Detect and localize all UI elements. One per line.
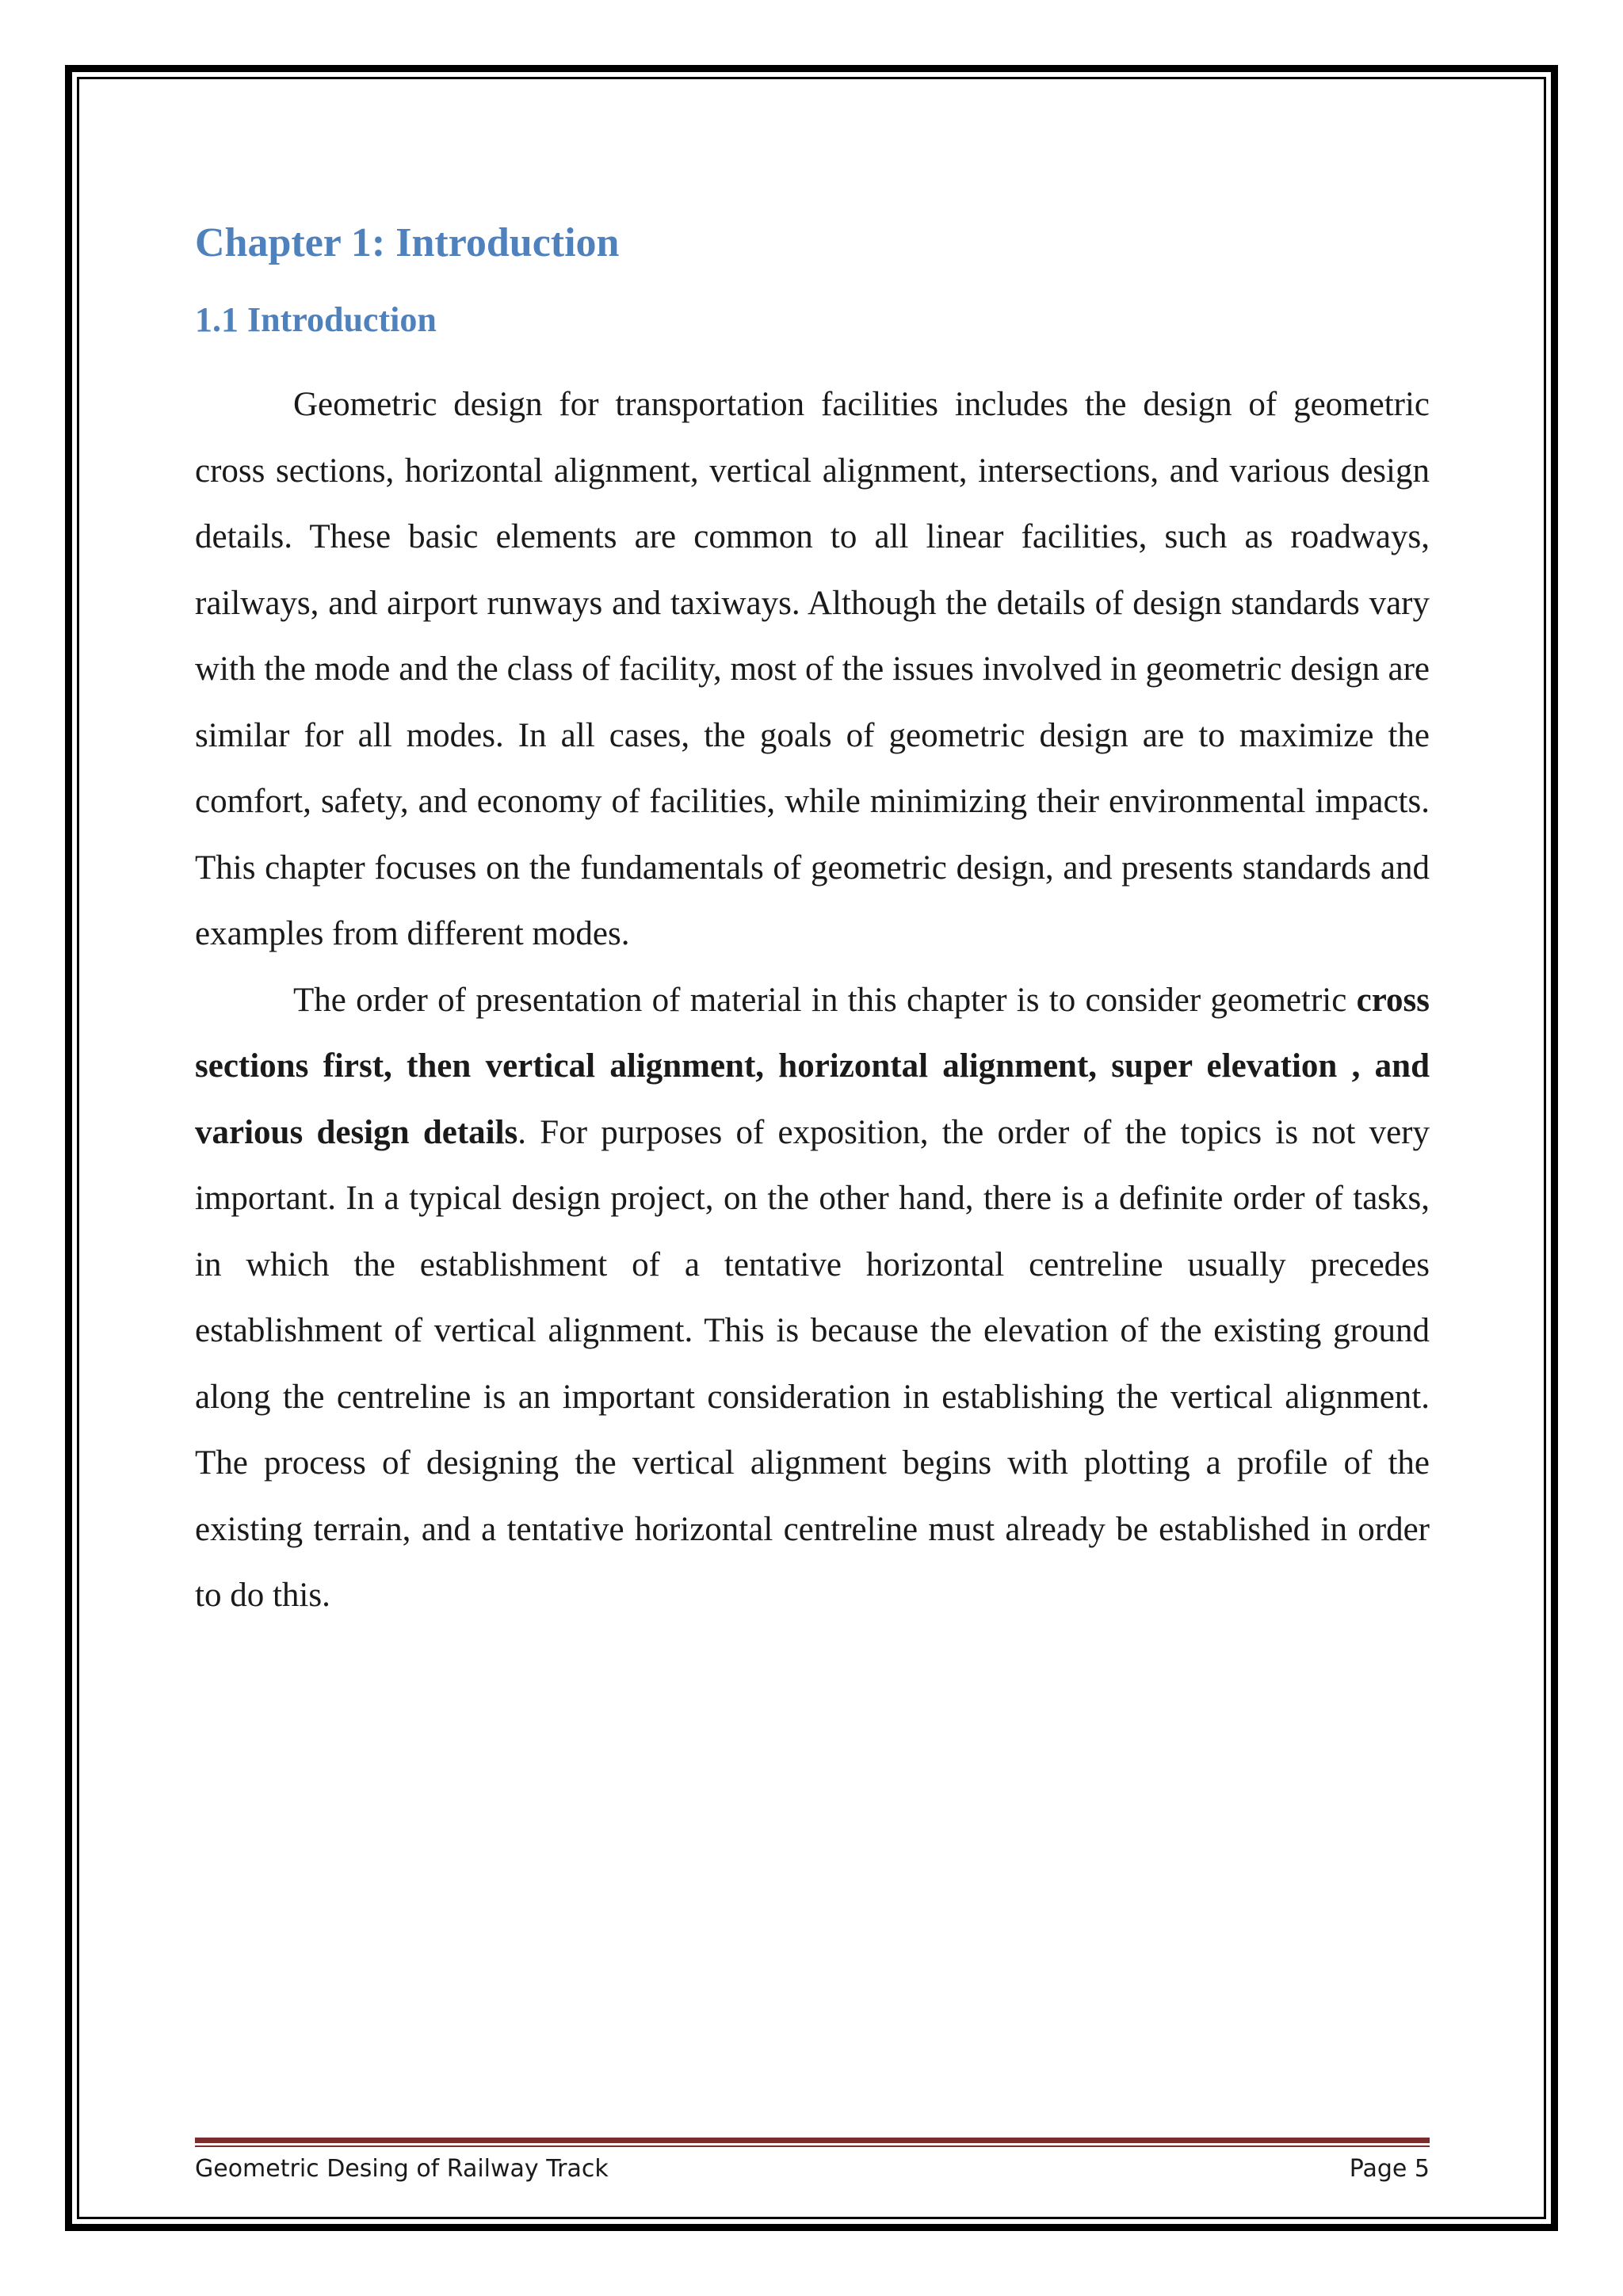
page-footer	[195, 2155, 1430, 2183]
paragraph-2	[195, 967, 1430, 1629]
section-title: 1.1 Introduction	[195, 300, 437, 340]
paragraph-1: Geometric design for transportation facilities includes the design of geometric cross sections, horizontal alignment, vertical alignment, intersections, and various design details. These basic elements are common to all linear facilities, such as roadways, railways, and airport runways and taxiways. Although the details of design standards vary with the mode and the class of facility, most of the issues involved in geometric design are similar for all modes. In all cases, the goals of geometric design are to maximize the comfort, safety, and economy of facilities, while minimizing their environmental impacts. This chapter focuses on the fundamentals of geometric design, and presents standards and examples from different modes.	[195, 386, 1430, 953]
paragraph-2-lead: The order of presentation of material in this chapter is to consider geometric	[293, 981, 1357, 1019]
footer-document-title: Geometric Desing of Railway Track	[195, 2155, 609, 2183]
chapter-title: Chapter 1: Introduction	[195, 220, 620, 265]
footer-page-number: Page 5	[1349, 2155, 1430, 2183]
footer-rule-thin	[195, 2145, 1430, 2147]
page-content	[195, 219, 1430, 1629]
footer-rule-thick	[195, 2138, 1430, 2143]
body-text	[195, 372, 1430, 1629]
paragraph-2-rest: . For purposes of exposition, the order of the topics is not very important. In a typical design project, on the other hand, there is a definite order of tasks, in which the establishment of a tentative horizontal centreline usually precedes establishment of vertical alignment. This is because the elevation of the existing ground along the centreline is an important consideration in establishing the vertical alignment. The process of designing the vertical alignment begins with plotting a profile of the existing terrain, and a tentative horizontal centreline must already be established in order to do this.	[195, 1113, 1430, 1615]
paragraph-2-bold-topics: cross sections first, then vertical alignment, horizontal alignment, super elevation , and various design details	[195, 981, 1430, 1151]
